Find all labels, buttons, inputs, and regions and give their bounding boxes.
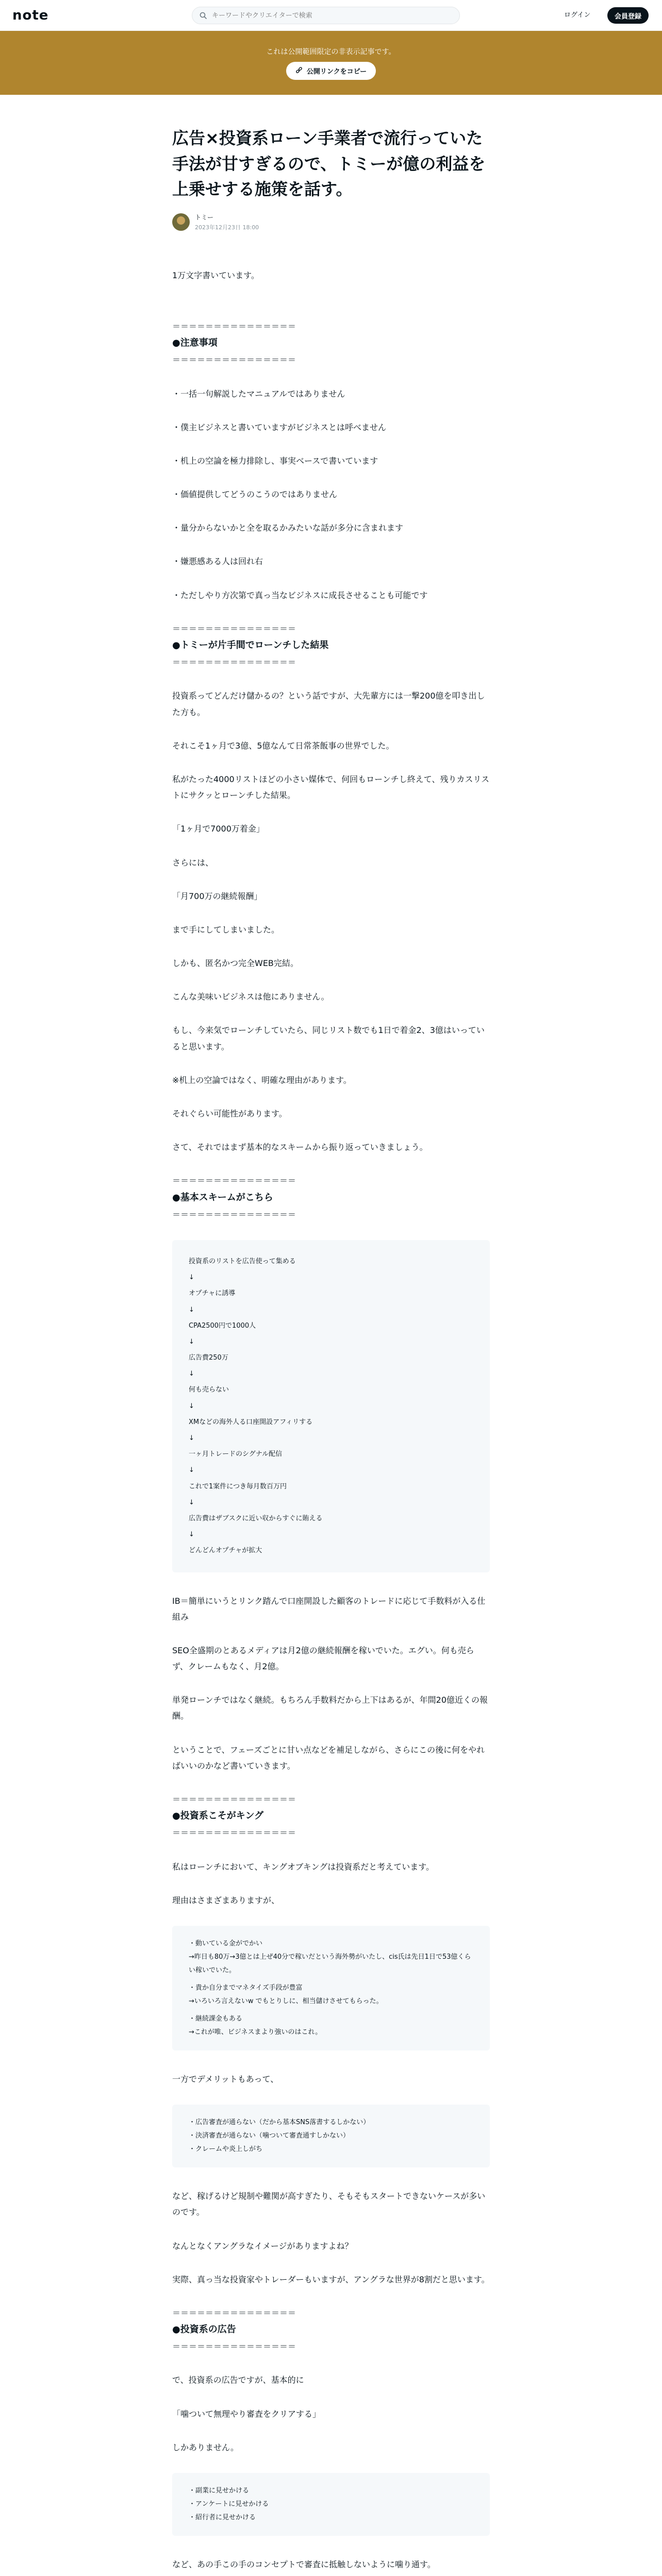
paragraph: 理由はさまざまありますが、 — [172, 1895, 280, 1905]
paragraph: それぐらい可能性があります。 — [172, 1109, 287, 1119]
paragraph: SEO全盛期のとあるメディアは月2億の継続報酬を稼いでいた。エグい。何も売らず、クレームもなく、月2億。 — [172, 1645, 474, 1672]
merit-line — [189, 1977, 473, 1981]
scheme-line: 広告費250万 — [189, 1354, 228, 1362]
article — [172, 126, 490, 2576]
paragraph: 一方でデメリットもあって、 — [172, 2074, 279, 2084]
paragraph: さて、それではまず基本的なスキームから振り返っていきましょう。 — [172, 1142, 428, 1153]
separator: ＝＝＝＝＝＝＝＝＝＝＝＝＝＝＝ — [172, 623, 296, 634]
merit-line: ・継続課金もある — [189, 2014, 243, 2023]
paragraph: 私はローンチにおいて、キングオブキングは投資系だと考えています。 — [172, 1861, 435, 1872]
demerit-block — [172, 2105, 490, 2167]
login-link[interactable]: ログイン — [564, 11, 591, 19]
paragraph: ということで、フェーズごとに甘い点などを補足しながら、さらにこの後に何をやればいいのかなど書いていきます。 — [172, 1744, 485, 1771]
scheme-line: 広告費はザブスクに近い収からすぐに賄える — [189, 1514, 323, 1522]
notice-item: ・僕主ビジネスと書いていますがビジネスとは呼べません — [172, 422, 387, 432]
scheme-line: 何も売らない — [189, 1386, 229, 1394]
paragraph: など、稼げるけど規制や難関が高すぎたり、そもそもスタートできないケースが多いのです。 — [172, 2191, 486, 2217]
scheme-line: どんどんオプチャが拡大 — [189, 1547, 262, 1555]
paragraph: 実際、真っ当な投資家やトレーダーもいますが、アングラな世界が8割だと思います。 — [172, 2274, 490, 2284]
link-icon — [295, 67, 303, 74]
merit-block — [172, 1926, 490, 2050]
scheme-line: XMなどの海外人る口座開設アフィリする — [189, 1418, 313, 1426]
separator: ＝＝＝＝＝＝＝＝＝＝＝＝＝＝＝ — [172, 657, 296, 668]
notice-item: ・机上の空論を極力排除し、事実ベースで書いています — [172, 455, 378, 466]
intro-paragraph: 1万文字書いています。 — [172, 270, 259, 280]
ad-method-line: ・紹行者に見せかける — [189, 2514, 256, 2522]
scheme-line: オプチャに誘導 — [189, 1290, 236, 1298]
scheme-line: 投資系のリストを広告使って集める — [189, 1257, 296, 1265]
avatar[interactable] — [172, 213, 190, 231]
merit-line: ・貴か自分までマネタイズ手段が豊富 — [189, 1984, 303, 1992]
top-nav — [0, 0, 662, 31]
heading-king: ●投資系こそがキング — [172, 1810, 264, 1822]
heading-ad: ●投資系の広告 — [172, 2324, 236, 2335]
scheme-line: ↓ — [189, 1370, 194, 1378]
publish-date: 2023年12月23日 18:00 — [195, 224, 259, 231]
heading-result: ●トミーが片手間でローンチした結果 — [172, 640, 329, 651]
separator: ＝＝＝＝＝＝＝＝＝＝＝＝＝＝＝ — [172, 1794, 296, 1805]
scheme-line: ↓ — [189, 1274, 194, 1282]
paragraph: さらには、 — [172, 857, 214, 868]
heading-notice: ●注意事項 — [172, 337, 218, 349]
notice-item: ・価値提供してどうのこうのではありません — [172, 489, 338, 500]
merit-line: ・動いている金がでかい — [189, 1939, 263, 1947]
scheme-line: ↓ — [189, 1466, 194, 1475]
copy-link-button[interactable] — [286, 62, 376, 80]
paragraph: まで手にしてしまいました。 — [172, 924, 280, 935]
scheme-line: ↓ — [189, 1531, 194, 1539]
paragraph: 単発ローンチではなく継続。もちろん手数料だから上下はあるが、年間20億近くの報酬。 — [172, 1695, 488, 1721]
note-logo[interactable]: note — [12, 7, 49, 23]
banner-message: これは公開範囲限定の非表示記事です。 — [266, 47, 396, 56]
scheme-line: これで1案件につき毎月数百万円 — [189, 1482, 287, 1490]
paragraph: 投資系ってどんだけ儲かるの？という話ですが、大先輩方には一撃200億を叩き出した方も。 — [172, 691, 485, 717]
paragraph: それこそ1ヶ月で3億、5億なんて日常茶飯事の世界でした。 — [172, 740, 394, 751]
paragraph: ※机上の空論ではなく、明確な理由があります。 — [172, 1075, 352, 1085]
paragraph: もし、今来気でローンチしていたら、同じリスト数でも1日で着金2、3億はいっていると思います。 — [172, 1025, 485, 1052]
paragraph: など、あの手この手のコンセプトで審査に抵触しないように噛り通す。 — [172, 2560, 436, 2570]
notice-item: ・量分からないかと全を取るかみたいな話が多分に含まれます — [172, 523, 404, 533]
ad-method-line: ・アンケートに見せかける — [189, 2500, 269, 2509]
separator: ＝＝＝＝＝＝＝＝＝＝＝＝＝＝＝ — [172, 1828, 296, 1838]
article-title: 広告×投資系ローン手業者で流行っていた手法が甘すぎるので、トミーが億の利益を上乗せする施策を話す。 — [172, 128, 486, 199]
separator: ＝＝＝＝＝＝＝＝＝＝＝＝＝＝＝ — [172, 321, 296, 331]
demerit-line: ・広告審査が通らない（だから基本SNS落書するしかない） — [189, 2119, 370, 2127]
separator: ＝＝＝＝＝＝＝＝＝＝＝＝＝＝＝ — [172, 1209, 296, 1219]
author-info — [172, 213, 490, 231]
scheme-line: CPA2500円で1000人 — [189, 1321, 256, 1330]
search-input[interactable] — [212, 12, 439, 20]
merit-line — [189, 2008, 473, 2012]
heading-scheme: ●基本スキームがこちら — [172, 1192, 273, 1203]
ad-method-line: ・副業に見せかける — [189, 2487, 250, 2495]
scheme-line: ↓ — [189, 1498, 194, 1506]
notice-item: ・一括一句解説したマニュアルではありません — [172, 388, 345, 399]
article-body — [172, 267, 490, 2576]
author-name[interactable]: トミー — [195, 213, 214, 221]
merit-line: →いろいろ言えないw でもとりしに、相当儲けさせてもらった。 — [189, 1997, 383, 2005]
demerit-line: ・クレームや炎上しがち — [189, 2145, 263, 2154]
scheme-line: ↓ — [189, 1337, 194, 1346]
search-icon — [200, 12, 207, 19]
paragraph: なんとなくアングラなイメージがありますよね？ — [172, 2241, 353, 2251]
separator: ＝＝＝＝＝＝＝＝＝＝＝＝＝＝＝ — [172, 2342, 296, 2352]
paragraph: 「月700万の継続報酬」 — [172, 891, 262, 901]
notice-item: ・嫌悪感ある人は回れ右 — [172, 556, 263, 567]
notice-item: ・ただしやり方次第で真っ当なビジネスに成長させることも可能です — [172, 590, 428, 600]
merit-line: →これが唯、ビジネスまより強いのはこれ。 — [189, 2028, 322, 2036]
paragraph: 「1ヶ月で7000万着金」 — [172, 824, 264, 834]
ad-method-block — [172, 2473, 490, 2536]
demerit-line: ・決済審査が通らない（噛ついて審査通すしかない） — [189, 2132, 350, 2140]
search-box[interactable] — [192, 7, 460, 24]
paragraph: しかも、匿名かつ完全WEB完結。 — [172, 958, 299, 969]
paragraph: 「噛ついて無理やり審査をクリアする」 — [172, 2409, 321, 2419]
paragraph: 私がたった4000リストほどの小さい媒体で、何回もローンチし終えて、残りカスリストにサクッとローンチした結果。 — [172, 774, 490, 801]
separator: ＝＝＝＝＝＝＝＝＝＝＝＝＝＝＝ — [172, 1176, 296, 1186]
separator: ＝＝＝＝＝＝＝＝＝＝＝＝＝＝＝ — [172, 2308, 296, 2318]
scheme-line: ↓ — [189, 1402, 194, 1410]
paragraph: こんな美味いビジネスは他にありません。 — [172, 992, 329, 1002]
scheme-block — [172, 1240, 490, 1572]
copy-link-label: 公開リンクをコピー — [306, 67, 367, 76]
limited-visibility-banner — [0, 31, 662, 95]
merit-line: →昨日も80万→3億とは上ぜ40分で稼いだという海外勢がいたし、cis氏は先日1日で53億くらい稼いでいた。 — [189, 1953, 471, 1974]
separator: ＝＝＝＝＝＝＝＝＝＝＝＝＝＝＝ — [172, 355, 296, 365]
paragraph: IB＝簡単にいうとリンク踏んで口座開設した顧客のトレードに応じて手数料が入る仕組み — [172, 1596, 486, 1622]
scheme-line: 一ヶ月トレードのシグナル配信 — [189, 1450, 283, 1459]
paragraph: しかありません。 — [172, 2442, 239, 2452]
signup-button[interactable]: 会員登録 — [607, 7, 649, 24]
scheme-line: ↓ — [189, 1434, 194, 1443]
scheme-line: ↓ — [189, 1306, 194, 1314]
paragraph: で、投資系の広告ですが、基本的に — [172, 2375, 304, 2385]
